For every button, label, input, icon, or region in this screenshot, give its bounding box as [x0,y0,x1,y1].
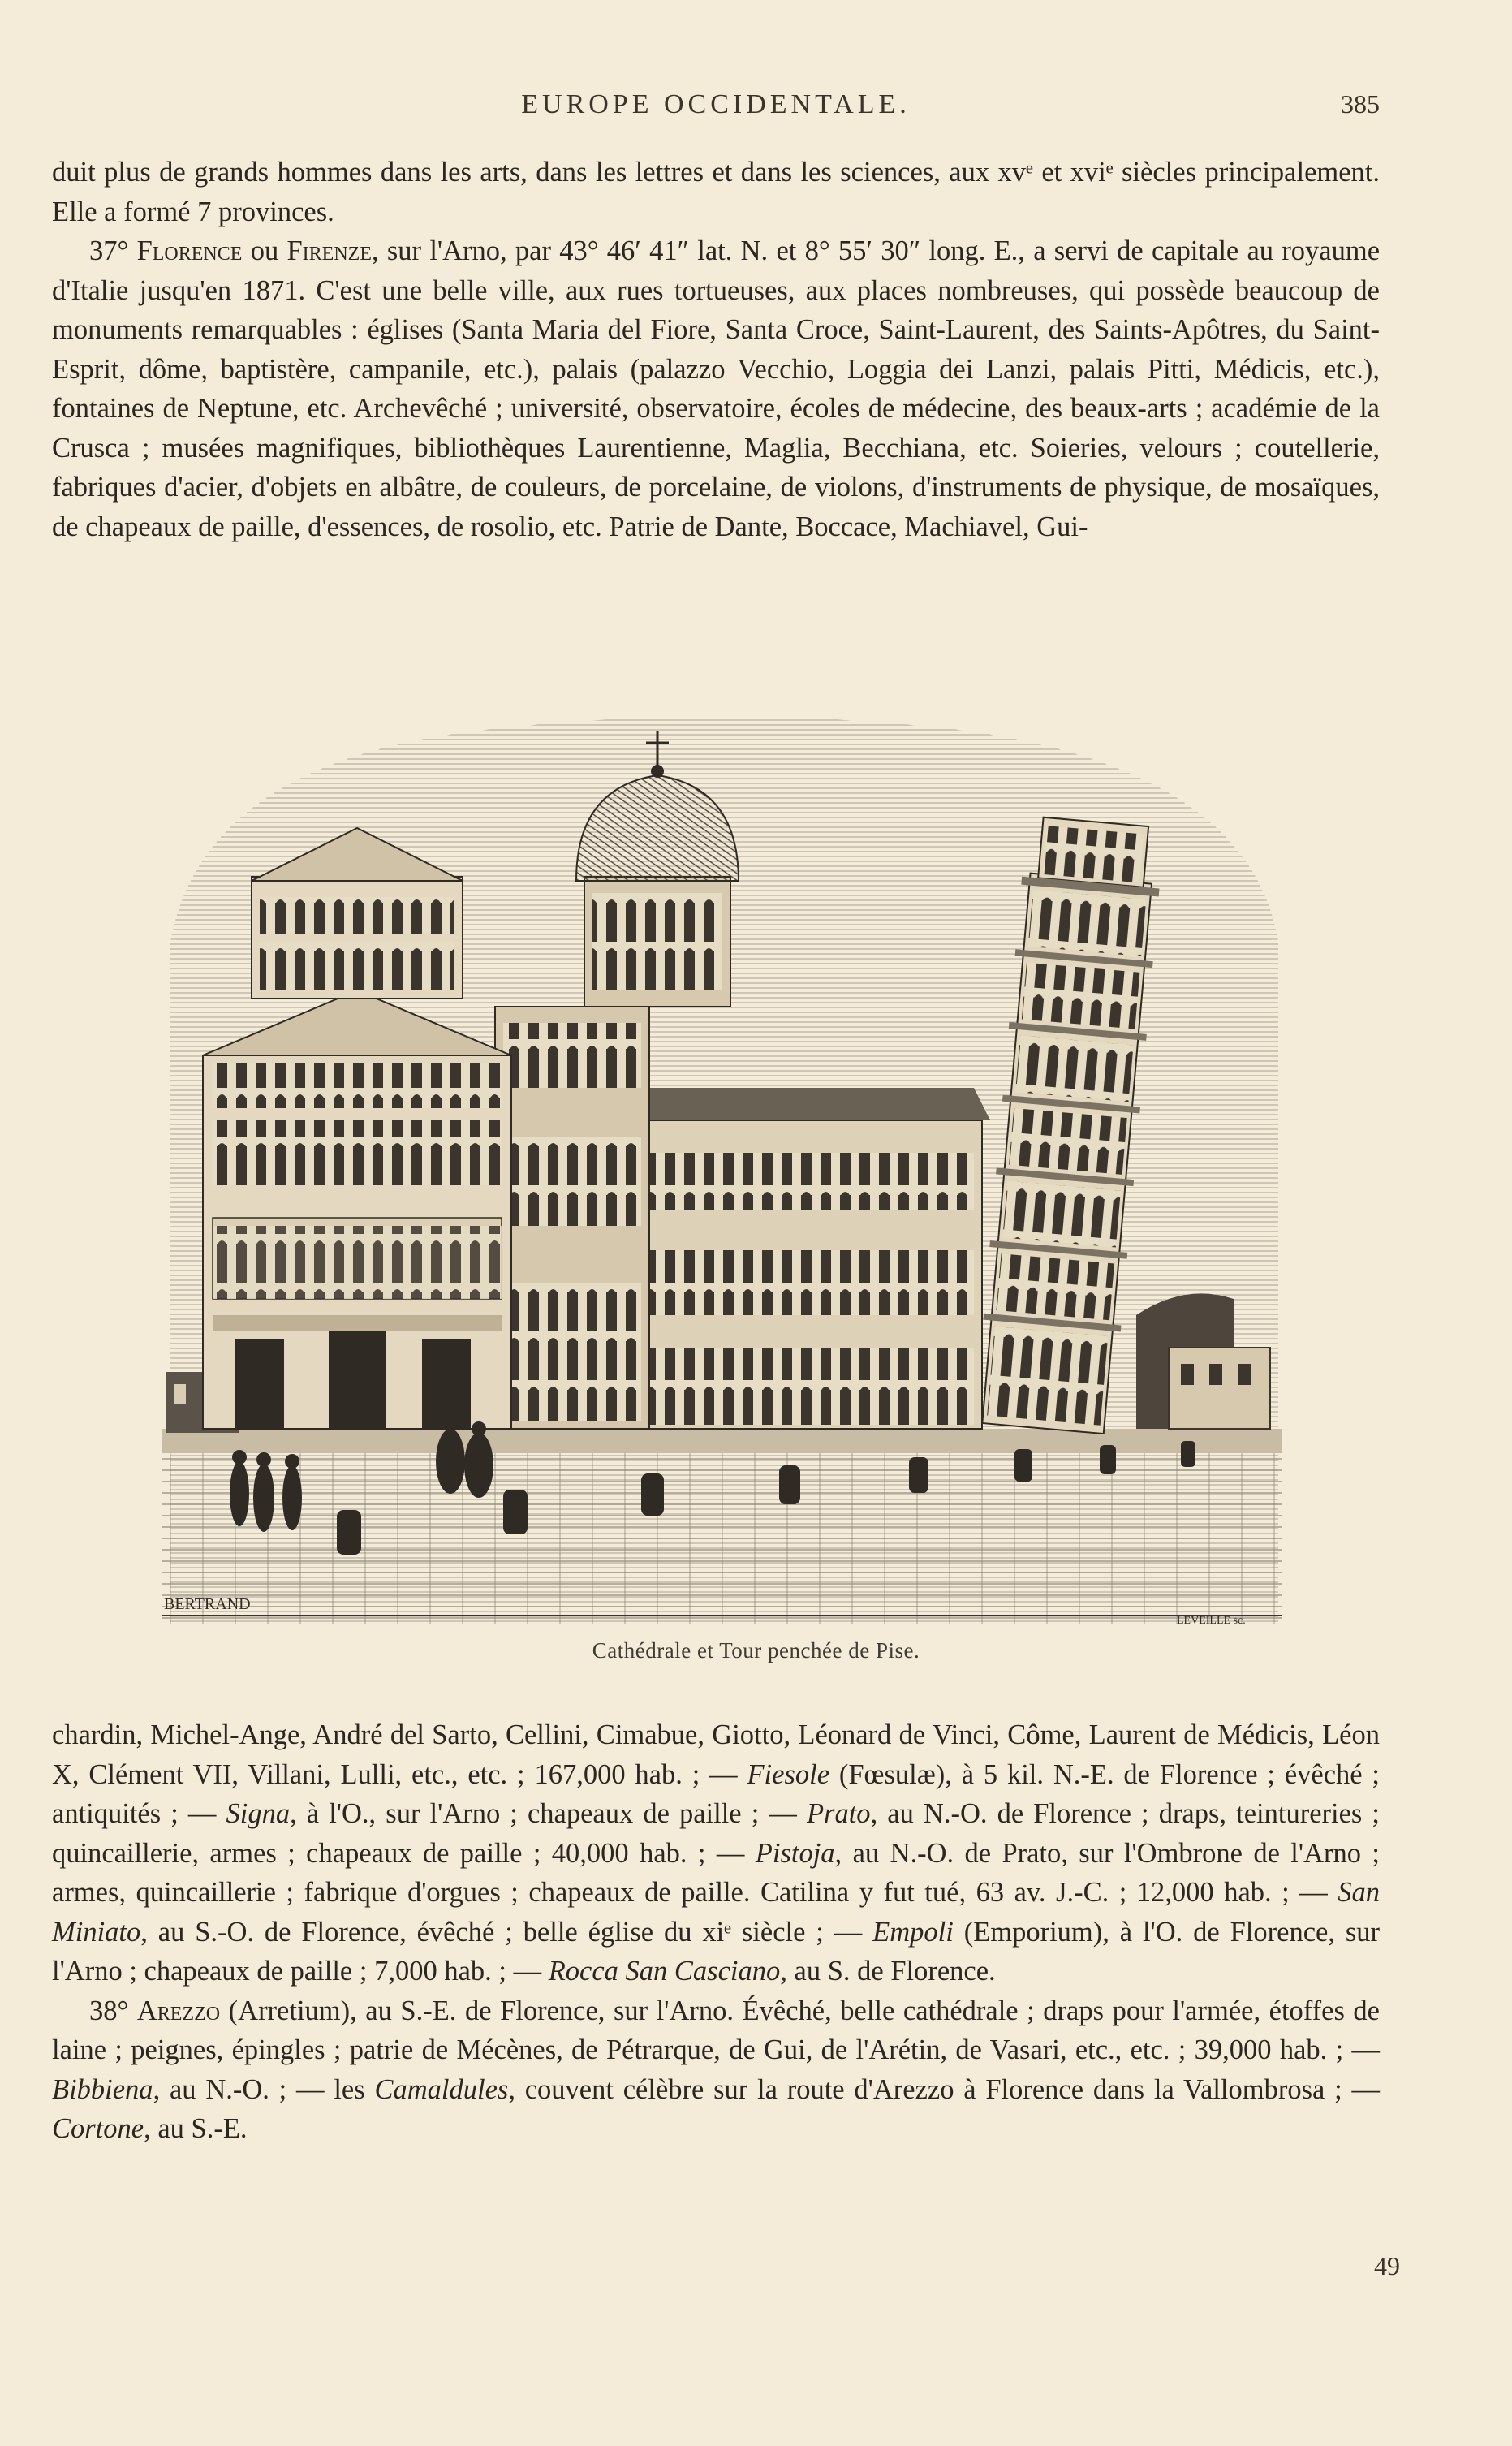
place-bibbiena: Bibbiena [52,2073,153,2105]
place-cortone: Cortone [52,2113,144,2144]
place-rocca-san-casciano: Rocca San Casciano [548,1956,781,1987]
page-number: 385 [1341,89,1380,119]
entry-text: , sur l'Arno, par 43° 46′ 41″ lat. N. et 8° 55′ 30″ long. E., a servi de capitale au royaume d'Italie jusqu'en 1871. C'est une belle ville, aux rues tortueuses, aux places nombreuses, qui possède beaucoup de monuments remarquables : églises (Santa Maria del Fiore, Santa Croce, Saint-Laurent, des Saints-Apôtres, du Saint-Esprit, dôme, baptistère, campanile, etc.), palais (palazzo Vecchio, Loggia dei Lanzi, palais Pitti, Médicis, etc.), fontaines de Neptune, etc. Archevêché ; université, observatoire, écoles de médecine, des beaux-arts ; académie de la Crusca ; musées magnifiques, bibliothèques Laurentienne, Maglia, Becchiana, etc. Soieries, velours ; coutellerie, fabriques d'acier, d'objets en albâtre, de couleurs, de porcelaine, de violons, d'instruments de physique, de mosaïques, de chapeaux de paille, d'essences, de rosolio, etc. Patrie de Dante, Boccace, Machiavel, Gui- [52,235,1381,542]
paragraph-continuation-florence [52,1715,1380,1991]
entry-name-alt: Firenze [286,235,372,266]
text-run: , au S.-E. [144,2113,248,2144]
place-empoli: Empoli [872,1916,954,1948]
engraver-signature-left: BERTRAND [164,1595,251,1613]
running-title: EUROPE OCCIDENTALE. [521,89,911,119]
top-text-block [52,153,1380,546]
running-head [52,89,1380,138]
paragraph-continuation: duit plus de grands hommes dans les arts, dans les lettres et dans les sciences, aux xvᵉ et xviᵉ siècles principalement. Elle a formé 7 provinces. [52,157,1380,227]
paragraph-arezzo [52,1991,1380,2149]
text-run: , couvent célèbre sur la route d'Arezzo à Florence dans la Vallombrosa ; — [508,2073,1380,2105]
text-run: , au N.-O. de Florence ; draps, teintureries ; quincaillerie, armes ; chapeaux de paille ; 40,000 hab. ; — [52,1798,1380,1869]
text-run: , au S. de Florence. [780,1956,996,1987]
place-pistoja: Pistoja [755,1837,835,1869]
text-run: ou [242,235,287,266]
entry-number: 37° [89,235,129,266]
engraving-illustration [154,698,1290,1632]
place-san-miniato: San Miniato [52,1877,1380,1948]
entry-number: 38° [89,1995,129,2026]
engraver-signature-right: LEVEILLE sc. [1177,1615,1246,1627]
text-run: (Emporium), à l'O. de Florence, sur l'Arno ; chapeaux de paille ; 7,000 hab. ; — [52,1916,1380,1987]
figure-caption: Cathédrale et Tour penchée de Pise. [592,1638,920,1663]
paragraph-florence [52,231,1380,546]
place-signa: Signa [226,1798,291,1829]
entry-name: Arezzo [136,1995,221,2026]
text-run: , au S.-O. de Florence, évêché ; belle église du xiᵉ siècle ; — [140,1916,873,1948]
text-run: , à l'O., sur l'Arno ; chapeaux de paille ; — [290,1798,807,1829]
cathedral-engraving [154,698,1290,1632]
place-camaldules: Camaldules [374,2073,509,2105]
place-fiesole: Fiesole [747,1758,830,1790]
signature-mark: 49 [1374,2251,1400,2280]
bottom-text-block [52,1715,1380,2149]
text-run: (Arretium), au S.-E. de Florence, sur l'Arno. Évêché, belle cathédrale ; draps pour l'armée, étoffes de laine ; peignes, épingles ; patrie de Mécènes, de Pétrarque, de Gui, de l'Arétin, de Vasari, etc., etc. ; 39,000 hab. ; — [52,1995,1380,2065]
place-prato: Prato [806,1798,871,1829]
text-run: , au N.-O. de Prato, sur l'Ombrone de l'Arno ; armes, quincaillerie ; fabrique d'orgues ; chapeaux de paille. Catilina y fut tué, 63 av. J.-C. ; 12,000 hab. ; — [52,1837,1380,1908]
text-run: chardin, Michel-Ange, André del Sarto, Cellini, Cimabue, Giotto, Léonard de Vinci, Côme, Laurent de Médicis, Léon X, Clément VII, Villani, Lulli, etc., etc. ; 167,000 hab. ; — [52,1719,1380,1790]
text-run: , au N.-O. ; — les [153,2073,375,2105]
entry-name: Florence [136,235,243,266]
text-run: (Fœsulæ), à 5 kil. N.-E. de Florence ; évêché ; antiquités ; — [52,1758,1381,1829]
